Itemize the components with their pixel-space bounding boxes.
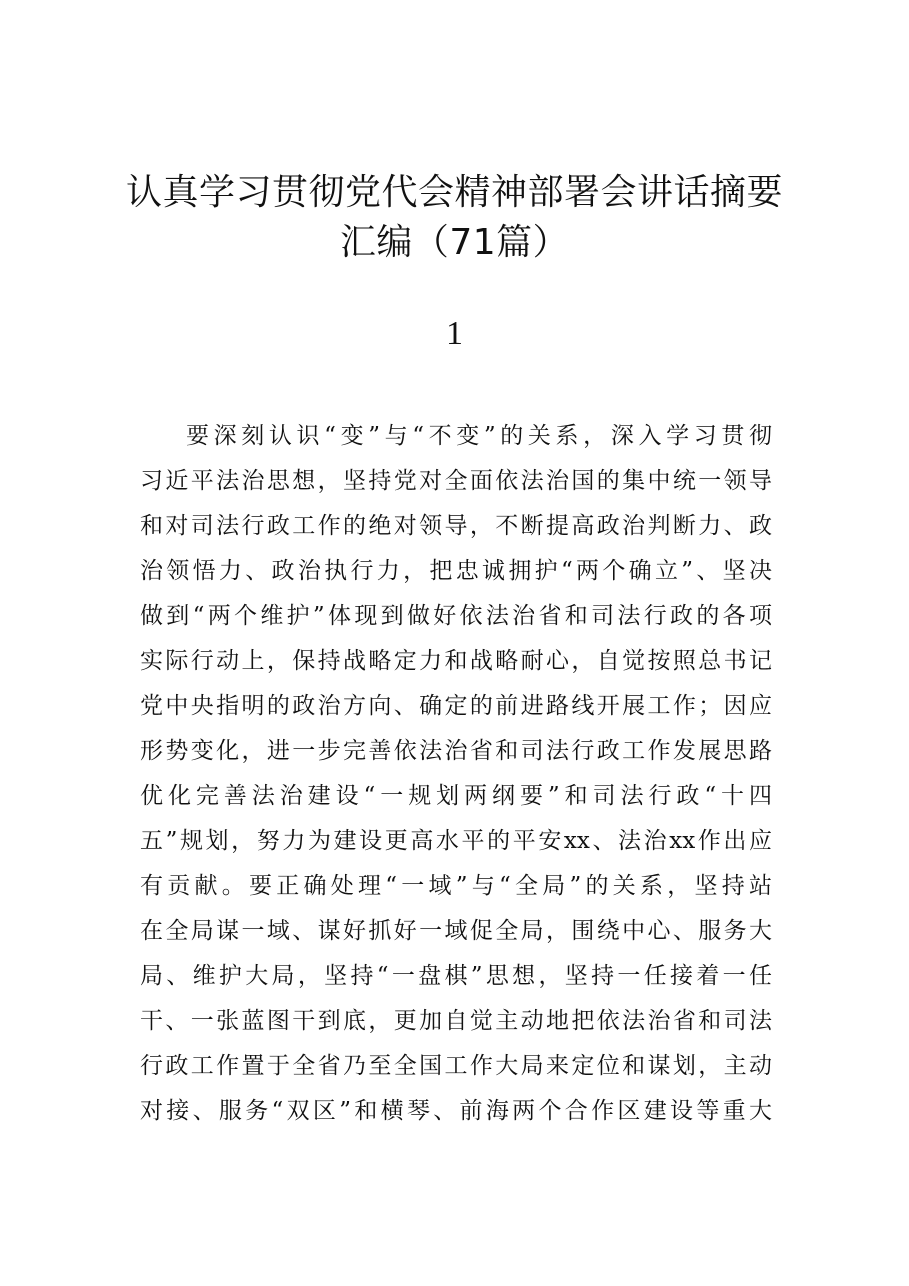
body-line: 对接、服务“双区”和横琴、前海两个合作区建设等重大	[140, 1098, 772, 1124]
body-line: 干、一张蓝图干到底，更加自觉主动地把依法治省和司法	[140, 1008, 772, 1034]
body-line: 党中央指明的政治方向、确定的前进路线开展工作；因应	[140, 693, 772, 719]
body-line: 实际行动上，保持战略定力和战略耐心，自觉按照总书记	[140, 648, 772, 674]
body-line: 形势变化，进一步完善依法治省和司法行政工作发展思路	[140, 738, 772, 764]
title-line-2: 汇编（71篇）	[339, 222, 570, 263]
body-line: 有贡献。要正确处理“一域”与“全局”的关系，坚持站	[140, 873, 772, 899]
section-number: 1	[446, 315, 463, 352]
body-line: 行政工作置于全省乃至全国工作大局来定位和谋划，主动	[140, 1053, 772, 1079]
body-line: 治领悟力、政治执行力，把忠诚拥护“两个确立”、坚决	[140, 558, 772, 584]
body-line: 和对司法行政工作的绝对领导，不断提高政治判断力、政	[140, 513, 772, 539]
body-line: 要深刻认识“变”与“不变”的关系，深入学习贯彻	[186, 423, 772, 449]
body-line: 优化完善法治建设“一规划两纲要”和司法行政“十四	[140, 783, 772, 809]
body-line: 做到“两个维护”体现到做好依法治省和司法行政的各项	[140, 603, 772, 629]
title-line-1: 认真学习贯彻党代会精神部署会讲话摘要	[125, 172, 783, 213]
body-paragraph	[140, 414, 772, 1134]
document-title	[100, 168, 809, 268]
body-line: 习近平法治思想，坚持党对全面依法治国的集中统一领导	[140, 468, 772, 494]
body-line: 在全局谋一域、谋好抓好一域促全局，围绕中心、服务大	[140, 918, 772, 944]
body-line: 局、维护大局，坚持“一盘棋”思想，坚持一任接着一任	[140, 963, 772, 989]
body-line: 五”规划，努力为建设更高水平的平安xx、法治xx作出应	[140, 828, 772, 854]
